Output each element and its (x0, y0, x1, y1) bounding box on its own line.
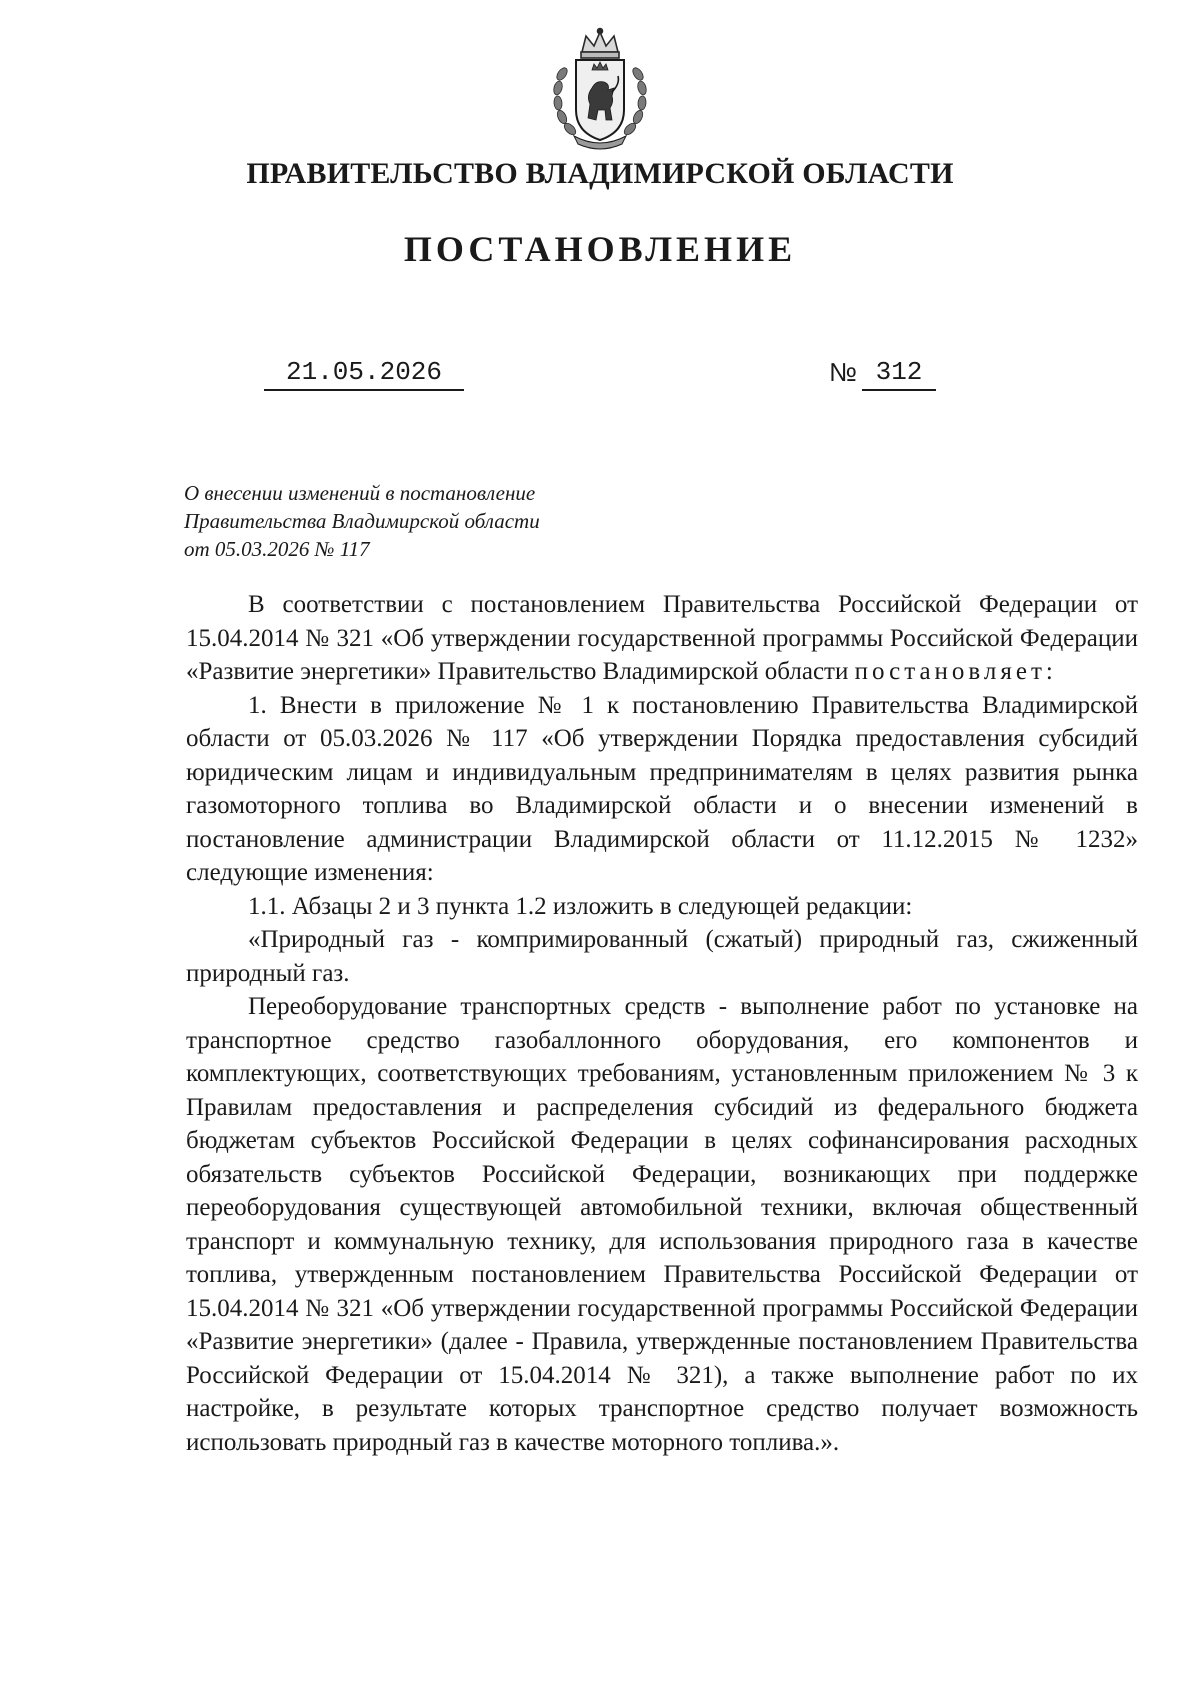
number-sign: № (829, 357, 857, 387)
document-body (186, 588, 1138, 1459)
document-date: 21.05.2026 (264, 356, 464, 391)
definition-natural-gas: «Природный газ - компримированный (сжатый) природный газ, сжиженный природный газ. (186, 926, 1138, 987)
document-subject (184, 479, 540, 563)
issuing-authority: ПРАВИТЕЛЬСТВО ВЛАДИМИРСКОЙ ОБЛАСТИ (246, 157, 954, 190)
preamble-paragraph (186, 588, 1138, 689)
resolves-word: постановляет: (854, 658, 1057, 685)
document-number: 312 (862, 356, 936, 391)
subject-line: от 05.03.2026 № 117 (184, 537, 370, 561)
subject-line: Правительства Владимирской области (184, 509, 540, 533)
clause-1-paragraph: 1. Внести в приложение № 1 к постановлению Правительства Владимирской области от 05.03.2026 № 117 «Об утверждении Порядка предоставления субсидий юридическим лицам и индивидуальным предпринимателям в целях развития рынка газомоторного топлива во Владимирской области и о внесении изменений в постановление администрации Владимирской области от 11.12.2015 № 1232» следующие изменения: (186, 691, 1138, 886)
definition-vehicle-conversion: Переоборудование транспортных средств - выполнение работ по установке на транспортное средство газобаллонного оборудования, его компонентов и комплектующих, соответствующих требованиям, установленным приложением № 3 к Правилам предоставления и распределения субсидий из федерального бюджета бюджетам субъектов Российской Федерации в целях софинансирования расходных обязательств субъектов Российской Федерации, возникающих при поддержке переоборудования существующей автомобильной техники, включая общественный транспорт и коммунальную технику, для использования природного газа в качестве топлива, утвержденным постановлением Правительства Российской Федерации от 15.04.2014 № 321 «Об утверждении государственной программы Российской Федерации «Развитие энергетики» (далее - Правила, утвержденные постановлением Правительства Российской Федерации от 15.04.2014 № 321), а также выполнение работ по их настройке, в результате которых транспортное средство получает возможность использовать природный газ в качестве моторного топлива.». (186, 993, 1138, 1456)
subject-line: О внесении изменений в постановление (184, 481, 536, 505)
preamble-text: В соответствии с постановлением Правительства Российской Федерации от 15.04.2014 № 321 «Об утверждении государственной программы Российской Федерации «Развитие энергетики» Правительство Владимирской области (186, 591, 1138, 685)
document-type-title: ПОСТАНОВЛЕНИЕ (403, 229, 797, 269)
coat-of-arms-icon (548, 26, 652, 152)
clause-1-1-paragraph: 1.1. Абзацы 2 и 3 пункта 1.2 изложить в следующей редакции: (248, 892, 913, 920)
